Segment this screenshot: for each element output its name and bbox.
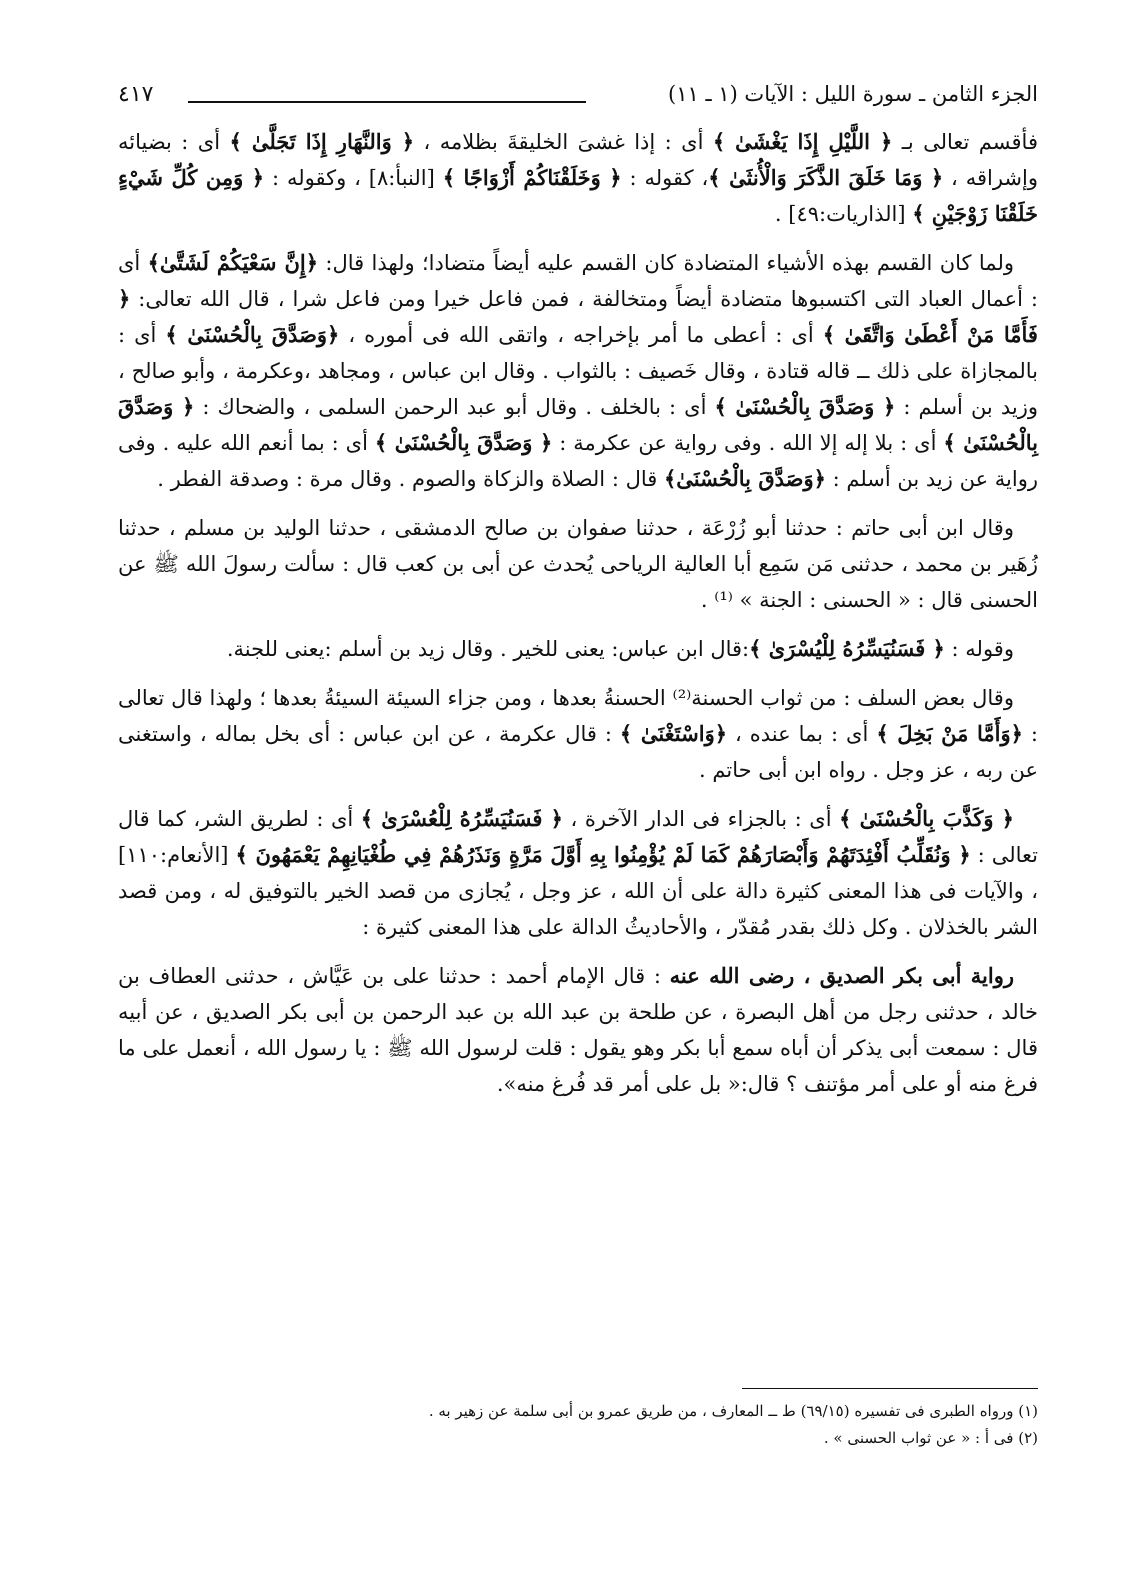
quran-verse: ﴿ اللَّيْلِ إِذَا يَغْشَىٰ ﴾: [712, 129, 893, 154]
text-segment: [الأنعام:١١٠] ، والآيات فى هذا المعنى كثيرة دالة على أن الله ، عز وجل ، يُجازى من قصد الخير بالتوفيق له ، ومن قصد الشر بالخذلان . وكل ذلك بقدر مُقدّر ، والأحاديثُ الدالة على هذا المعنى كثيرة :: [118, 843, 1038, 939]
text-segment: أى : إذا غشىَ الخليقةَ بظلامه ،: [414, 130, 713, 154]
text-segment: : قال عكرمة ، عن ابن عباس : أى بخل بماله ، واستغنى عن ربه ، عز وجل . رواه ابن أبى حاتم .: [118, 722, 1038, 782]
quran-verse: ﴿ فَأَمَّا مَنْ أَعْطَىٰ وَاتَّقَىٰ ﴾: [118, 286, 1038, 347]
footnote-2: (٢) فى أ : « عن ثواب الحسنى » .: [823, 1429, 1038, 1447]
text-segment: فأقسم تعالى بـ: [892, 130, 1038, 154]
header-rule: [188, 101, 586, 103]
quran-verse: ﴿ وَصَدَّقَ بِالْحُسْنَىٰ ﴾: [714, 394, 896, 419]
quran-verse: ﴿وَصَدَّقَ بِالْحُسْنَىٰ﴾: [663, 466, 826, 491]
text-segment: أى : بما أنعم الله عليه . وفى رواية عن زيد بن أسلم :: [118, 431, 1038, 491]
text-segment: قال : الصلاة والزكاة والصوم . وقال مرة : وصدقة الفطر .: [157, 467, 664, 491]
quran-verse: ﴿ وَصَدَّقَ بِالْحُسْنَىٰ ﴾: [118, 394, 1038, 455]
text-segment: أى : بالخلف . وقال أبو عبد الرحمن السلمى ، والضحاك :: [194, 395, 715, 419]
footnote-rule: [742, 1388, 1038, 1389]
text-segment: أى : بضيائه وإشراقه ،: [118, 130, 1039, 190]
paragraph: [118, 245, 1038, 497]
text-segment: أى : بلا إله إلا الله . وفى رواية عن عكرمة :: [552, 431, 944, 455]
paragraph: [118, 958, 1038, 1102]
text-segment: أى : بما عنده ،: [727, 722, 877, 746]
paragraph: [118, 801, 1038, 945]
quran-verse: ﴿ وَنُقَلِّبُ أَفْئِدَتَهُمْ وَأَبْصَارَهُمْ كَمَا لَمْ يُؤْمِنُوا بِهِ أَوَّلَ مَرَّةٍ وَنَذَرُهُمْ فِي طُغْيَانِهِمْ يَعْمَهُونَ ﴾: [235, 842, 971, 867]
quran-verse: ﴿ فَسَنُيَسِّرُهُ لِلْعُسْرَىٰ ﴾: [360, 806, 563, 831]
text-segment: ، كقوله :: [621, 166, 709, 190]
quran-verse: ﴿إِنَّ سَعْيَكُمْ لَشَتَّىٰ﴾: [147, 250, 319, 275]
body-text: [118, 124, 1038, 1115]
footnote-1: (١) ورواه الطبرى فى تفسيره (٦٩/١٥) ط ــ المعارف ، من طريق عمرو بن أبى سلمة عن زهير به .: [428, 1402, 1038, 1420]
quran-verse: ﴿ وَكَذَّبَ بِالْحُسْنَىٰ ﴾: [839, 806, 1014, 831]
quran-verse: ﴿ وَخَلَقْنَاكُمْ أَزْوَاجًا ﴾: [442, 165, 622, 190]
section-heading: رواية أبى بكر الصديق ، رضى الله عنه: [669, 963, 1014, 988]
quran-verse: ﴿ وَمَا خَلَقَ الذَّكَرَ وَالْأُنثَىٰ ﴾: [708, 165, 944, 190]
text-segment: [النبأ:٨] ، وكقوله :: [264, 166, 443, 190]
quran-verse: ﴿ وَمِن كُلِّ شَيْءٍ خَلَقْنَا زَوْجَيْنِ ﴾: [118, 165, 1038, 226]
footnotes: [118, 1398, 1038, 1452]
text-segment: أى : أعطى ما أمر بإخراجه ، واتقى الله فى أموره ،: [339, 323, 823, 347]
text-segment: أى : بالجزاء فى الدار الآخرة ،: [562, 807, 840, 831]
paragraph: [118, 510, 1038, 618]
quran-verse: ﴿وَصَدَّقَ بِالْحُسْنَىٰ ﴾: [165, 322, 340, 347]
quran-verse: ﴿ وَصَدَّقَ بِالْحُسْنَىٰ ﴾: [374, 430, 553, 455]
paragraph: [118, 631, 1038, 667]
page-number: ٤١٧: [118, 82, 154, 107]
text-segment: :قال ابن عباس: يعنى للخير . وقال زيد بن أسلم :يعنى للجنة.: [226, 637, 750, 661]
header-title: الجزء الثامن ـ سورة الليل : الآيات (١ ـ ١١): [668, 82, 1038, 106]
paragraph: [118, 124, 1038, 232]
quran-verse: ﴿وَاسْتَغْنَىٰ ﴾: [619, 721, 728, 746]
running-header: [118, 78, 1038, 118]
text-segment: أى : أعمال العباد التى اكتسبوها متضادة أيضاً ومتخالفة ، فمن فاعل خيرا ومن فاعل شرا ، قال الله تعالى:: [118, 251, 1038, 311]
text-segment: وقال بعض السلف : من ثواب الحسنة⁽²⁾ الحسنةُ بعدها ، ومن جزاء السيئة السيئةُ بعدها ؛ ولهذا قال تعالى :: [118, 686, 1038, 746]
text-segment: ولما كان القسم بهذه الأشياء المتضادة كان القسم عليه أيضاً متضادا؛ ولهذا قال:: [318, 251, 1014, 275]
text-segment: وقوله :: [944, 637, 1014, 661]
quran-verse: ﴿ فَسَنُيَسِّرُهُ لِلْيُسْرَىٰ ﴾: [749, 636, 945, 661]
text-segment: [الذاريات:٤٩] .: [774, 202, 913, 226]
text-segment: وقال ابن أبى حاتم : حدثنا أبو زُرْعَة ، حدثنا صفوان بن صالح الدمشقى ، حدثنا الوليد بن مسلم ، حدثنا زُهَير بن محمد ، حدثنى مَن سَمِع أبا العالية الرياحى يُحدث عن أبى بن كعب قال : سألت رسولَ الله ﷺ عن الحسنى قال : « الحسنى : الجنة » ⁽¹⁾ .: [118, 516, 1038, 612]
paragraph: [118, 680, 1038, 788]
text-segment: أى : لطريق الشر، كما قال تعالى :: [118, 807, 1038, 867]
text-segment: : قال الإمام أحمد : حدثنا على بن عَيَّاش ، حدثنى العطاف بن خالد ، حدثنى رجل من أهل البصرة ، عن طلحة بن عبد الله بن عبد الرحمن بن أبى بكر الصديق ، عن أبيه قال : سمعت أبى يذكر أن أباه سمع أبا بكر وهو يقول : قلت لرسول الله ﷺ : يا رسول الله ، أنعمل على ما فرغ منه أو على أمر مؤتنف ؟ قال:« بل على أمر قد فُرغ منه».: [118, 964, 1038, 1096]
text-segment: أى : بالمجازاة على ذلك ــ قاله قتادة ، وقال خَصيف : بالثواب . وقال ابن عباس ، ومجاهد ،وعكرمة ، وأبو صالح ، وزيد بن أسلم :: [118, 323, 1038, 419]
quran-verse: ﴿ وَالنَّهَارِ إِذَا تَجَلَّىٰ ﴾: [229, 129, 415, 154]
quran-verse: ﴿وَأَمَّا مَنْ بَخِلَ ﴾: [876, 721, 1023, 746]
